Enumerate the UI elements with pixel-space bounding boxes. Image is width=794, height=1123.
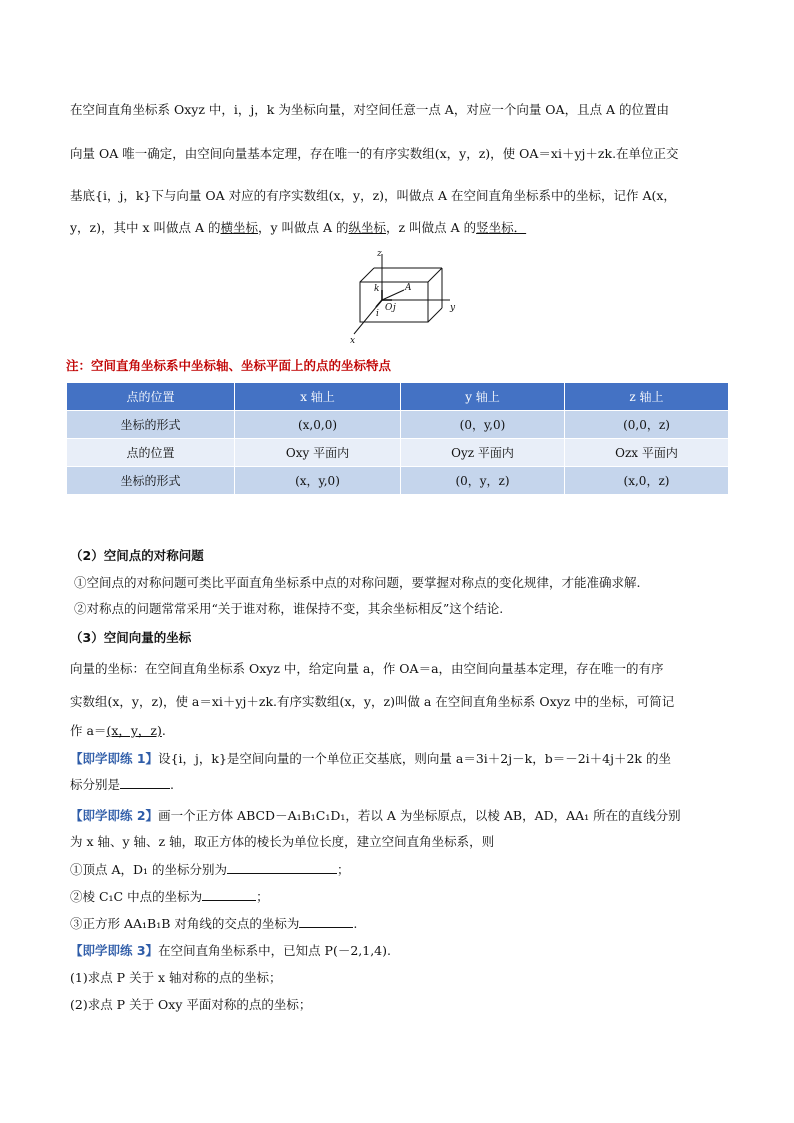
coordinate-cube-diagram — [340, 244, 460, 344]
exercise-3-text: 在空间直角坐标系中，已知点 P(－2,1,4). — [158, 943, 391, 958]
label-O: O — [385, 303, 393, 313]
label-j: j — [393, 303, 396, 313]
answer-blank[interactable] — [202, 888, 256, 901]
section-3-line-1: 向量的坐标：在空间直角坐标系 Oxyz 中，给定向量 a，作 OA＝a，由空间向量基本定理，存在唯一的有序 — [70, 661, 664, 676]
section-3-line-3-end: . — [161, 723, 166, 738]
exercise-3-q1: (1)求点 P 关于 x 轴对称的点的坐标； — [70, 970, 282, 985]
exercise-2-text: 画一个正方体 ABCD－A₁B₁C₁D₁，若以 A 为坐标原点，以棱 AB，AD，AA₁ 所在的直线分别 — [158, 808, 681, 823]
table-cell: y 轴上 — [401, 383, 565, 411]
section-3-line-2: 实数组(x，y，z)，使 a＝xi＋yj＋zk.有序实数组(x，y，z)叫做 a 在空间直角坐标系 Oxyz 中的坐标，可简记 — [70, 694, 675, 709]
exercise-2-q2 — [70, 888, 726, 906]
section-2-item-2: ②对称点的问题常常采用“关于谁对称，谁保持不变，其余坐标相反”这个结论. — [74, 601, 504, 616]
label-k: k — [374, 284, 380, 294]
exercise-2-q3-end: . — [353, 916, 358, 931]
oa-segment — [382, 290, 404, 300]
table-row — [67, 439, 729, 467]
table-cell: Oxy 平面内 — [235, 439, 401, 467]
table-cell: (x,0，z) — [565, 467, 729, 495]
intro-line-4-a: y，z)，其中 x 叫做点 A 的 — [70, 220, 221, 235]
table-cell: 坐标的形式 — [67, 411, 235, 439]
exercise-3-q2: (2)求点 P 关于 Oxy 平面对称的点的坐标； — [70, 997, 312, 1012]
intro-line-3: 基底{i，j，k}下与向量 OA 对应的有序实数组(x，y，z)，叫做点 A 在空间直角坐标系中的坐标，记作 A(x， — [70, 188, 676, 203]
table-cell: 点的位置 — [67, 439, 235, 467]
table-cell: z 轴上 — [565, 383, 729, 411]
answer-blank[interactable] — [120, 776, 170, 789]
section-3-line-3-a: 作 a＝ — [70, 723, 107, 738]
label-i: i — [376, 309, 379, 319]
exercise-1-end: . — [170, 777, 174, 792]
exercise-2-q1-text: ①顶点 A，D₁ 的坐标分别为 — [70, 862, 228, 877]
coordinate-table — [66, 382, 729, 495]
term-z-coordinate: 竖坐标 — [476, 220, 514, 235]
note-heading: 注：空间直角坐标系中坐标轴、坐标平面上的点的坐标特点 — [66, 358, 392, 373]
label-y: y — [450, 303, 456, 313]
label-z: z — [377, 249, 382, 259]
intro-line-4-end: ． — [513, 220, 527, 235]
table-cell: Oyz 平面内 — [401, 439, 565, 467]
label-x: x — [350, 336, 356, 344]
cube-edge — [428, 268, 442, 282]
cube-front-face — [360, 282, 428, 322]
exercise-1-line-2-text: 标分别是 — [70, 777, 121, 792]
intro-line-2: 向量 OA 唯一确定，由空间向量基本定理，存在唯一的有序实数组(x，y，z)，使 OA＝xi＋yj＋zk.在单位正交 — [70, 146, 679, 161]
table-cell: 点的位置 — [67, 383, 235, 411]
table-cell: (0,0，z) — [565, 411, 729, 439]
section-2-item-1: ①空间点的对称问题可类比平面直角坐标系中点的对称问题，要掌握对称点的变化规律，才能准确求解. — [74, 575, 641, 590]
exercise-2-q3-text: ③正方形 AA₁B₁B 对角线的交点的坐标为 — [70, 916, 300, 931]
exercise-2-q3 — [70, 915, 726, 933]
answer-blank[interactable] — [299, 915, 353, 928]
exercise-2-q1 — [70, 861, 726, 879]
vector-coordinate-answer: (x，y，z) — [106, 723, 162, 738]
exercise-3 — [70, 942, 726, 960]
intro-line-4 — [70, 219, 726, 237]
term-y-coordinate: 纵坐标 — [348, 220, 387, 235]
section-3-line-3 — [70, 722, 726, 740]
exercise-2-line-2: 为 x 轴、y 轴、z 轴，取正方体的棱长为单位长度，建立空间直角坐标系，则 — [70, 834, 495, 849]
exercise-1-label: 【即学即练 1】 — [70, 751, 159, 766]
section-3-title: （3）空间向量的坐标 — [70, 630, 192, 645]
table-row — [67, 467, 729, 495]
exercise-2-q2-text: ②棱 C₁C 中点的坐标为 — [70, 889, 203, 904]
exercise-2 — [70, 807, 726, 825]
table-cell: (0，y,0) — [401, 411, 565, 439]
table-row — [67, 411, 729, 439]
table-cell: (x，y,0) — [235, 467, 401, 495]
label-A: A — [405, 283, 412, 293]
table-cell: Ozx 平面内 — [565, 439, 729, 467]
section-2-title: （2）空间点的对称问题 — [70, 548, 204, 563]
table-cell: (0，y，z) — [401, 467, 565, 495]
intro-line-4-c: ，y 叫做点 A 的 — [258, 220, 349, 235]
table-cell: x 轴上 — [235, 383, 401, 411]
exercise-1-text: 设{i，j，k}是空间向量的一个单位正交基底，则向量 a＝3i＋2j－k，b＝－2i＋4j＋2k 的坐 — [158, 751, 671, 766]
exercise-2-label: 【即学即练 2】 — [70, 808, 159, 823]
exercise-1-line-2 — [70, 776, 726, 794]
cube-edge — [428, 308, 442, 322]
exercise-3-label: 【即学即练 3】 — [70, 943, 159, 958]
table-cell: (x,0,0) — [235, 411, 401, 439]
i-vector — [376, 300, 382, 307]
term-x-coordinate: 横坐标 — [220, 220, 259, 235]
cube-edge — [360, 268, 374, 282]
table-cell: 坐标的形式 — [67, 467, 235, 495]
intro-line-4-e: ，z 叫做点 A 的 — [386, 220, 477, 235]
exercise-2-q1-end: ； — [337, 862, 350, 877]
table-row — [67, 383, 729, 411]
intro-line-1: 在空间直角坐标系 Oxyz 中，i，j，k 为坐标向量，对空间任意一点 A，对应一个向量 OA，且点 A 的位置由 — [70, 102, 670, 117]
exercise-1 — [70, 750, 726, 768]
answer-blank[interactable] — [227, 861, 337, 874]
exercise-2-q2-end: ； — [256, 889, 269, 904]
